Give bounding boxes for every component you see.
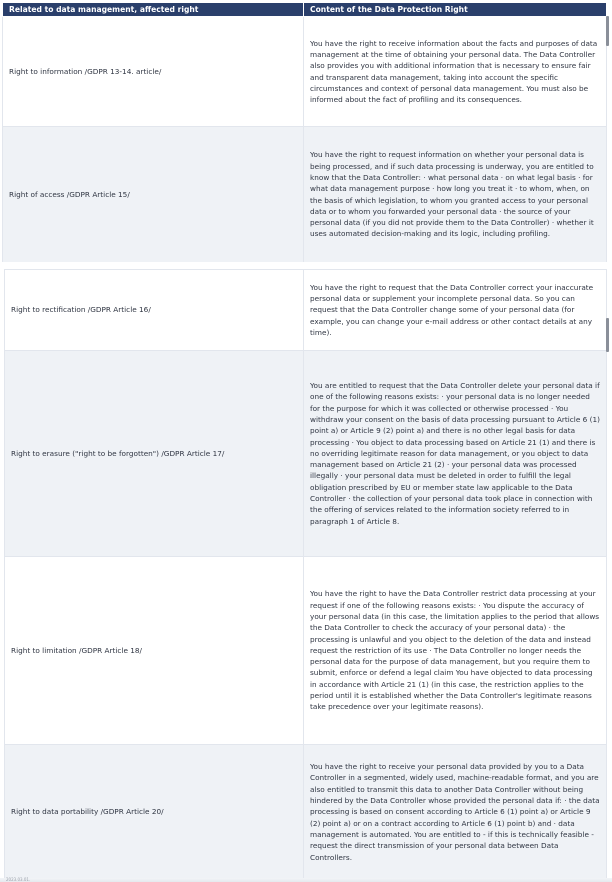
right-description: You have the right to request information on whether your personal data is being processed, and if such data processing is underway, you are entitled to know that the Data Controller: · what personal data · on what legal basis · for what data management purpose · how long you treat it · to whom, when, on the basis of which legislation, to whom you granted access to your personal data or to whom you forwarded your personal data · the source of your personal data (if you did not provide them to the Data Controller) · whether it uses automated decision-making and its logic, including profiling. — [304, 127, 607, 263]
table-row-rectification — [5, 270, 607, 351]
table-row-information — [3, 17, 607, 127]
table-row-limitation — [5, 557, 607, 745]
header-content-column: Content of the Data Protection Right — [304, 3, 607, 17]
right-name: Right to data portability /GDPR Article 20/ — [5, 745, 304, 880]
right-name: Right to rectification /GDPR Article 16/ — [5, 270, 304, 351]
page-bottom-edge — [0, 878, 612, 882]
right-description: You are entitled to request that the Data Controller delete your personal data if one of the following reasons exists: · your personal data is no longer needed for the purpose for which it was collected or otherwise processed · You withdraw your consent on the basis of data processing pursuant to Article 6 (1) point a) or Article 9 (2) point a) and there is no other legal basis for data processing · You object to data processing based on Article 21 (1) and there is no overriding legitimate reason for data management, or you object to data management based on Article 21 (2) · your personal data was processed illegally · your personal data must be deleted in order to fulfill the legal obligation prescribed by EU or member state law applicable to the Data Controller · the collection of your personal data took place in connection with the offering of services related to the information society referred to in paragraph 1 of Article 8. — [304, 351, 607, 557]
page-break — [0, 262, 612, 268]
right-name: Right to limitation /GDPR Article 18/ — [5, 557, 304, 745]
table-row-erasure — [5, 351, 607, 557]
rights-table-top — [2, 2, 607, 263]
table-header-row — [3, 3, 607, 17]
right-description: You have the right to receive information about the facts and purposes of data management at the time of obtaining your personal data. The Data Controller also provides you with additional information that is necessary to ensure fair and transparent data management, taking into account the specific circumstances and context of personal data management. You must also be informed about the fact of profiling and its consequences. — [304, 17, 607, 127]
right-name: Right to erasure ("right to be forgotten") /GDPR Article 17/ — [5, 351, 304, 557]
header-right-column: Related to data management, affected right — [3, 3, 304, 17]
scrollbar-thumb-lower[interactable] — [606, 318, 609, 352]
page-footer-text: 2023.03.01. — [6, 877, 31, 882]
right-name: Right of access /GDPR Article 15/ — [3, 127, 304, 263]
right-description: You have the right to have the Data Controller restrict data processing at your request if one of the following reasons exists: · You dispute the accuracy of your personal data (in this case, the limitation applies to the period that allows the Data Controller to check the accuracy of your personal data) · the processing is unlawful and you object to the deletion of the data and instead request the restriction of its use · The Data Controller no longer needs the personal data for the purpose of data management, but you require them to submit, enforce or defend a legal claim You have objected to data processing in accordance with Article 21 (1) (in this case, the restriction applies to the period until it is established whether the Data Controller's legitimate reasons take precedence over your legitimate reasons). — [304, 557, 607, 745]
scrollbar-thumb[interactable] — [606, 16, 609, 46]
table-row-portability — [5, 745, 607, 880]
rights-table-bottom — [4, 269, 607, 880]
right-name: Right to information /GDPR 13-14. article/ — [3, 17, 304, 127]
right-description: You have the right to request that the Data Controller correct your inaccurate personal data or supplement your incomplete personal data. So you can request that the Data Controller change some of your personal data (for example, you can change your e-mail address or other contact details at any time). — [304, 270, 607, 351]
right-description: You have the right to receive your personal data provided by you to a Data Controller in a segmented, widely used, machine-readable format, and you are also entitled to transmit this data to another Data Controller without being hindered by the Data Controller whose provided the personal data if: · the data processing is based on consent according to Article 6 (1) point a) or Article 9 (2) point a) or on a contract according to Article 6 (1) point b) and · data management is automated. You are entitled to - if this is technically feasible - request the direct transmission of your personal data between Data Controllers. — [304, 745, 607, 880]
table-row-access — [3, 127, 607, 263]
